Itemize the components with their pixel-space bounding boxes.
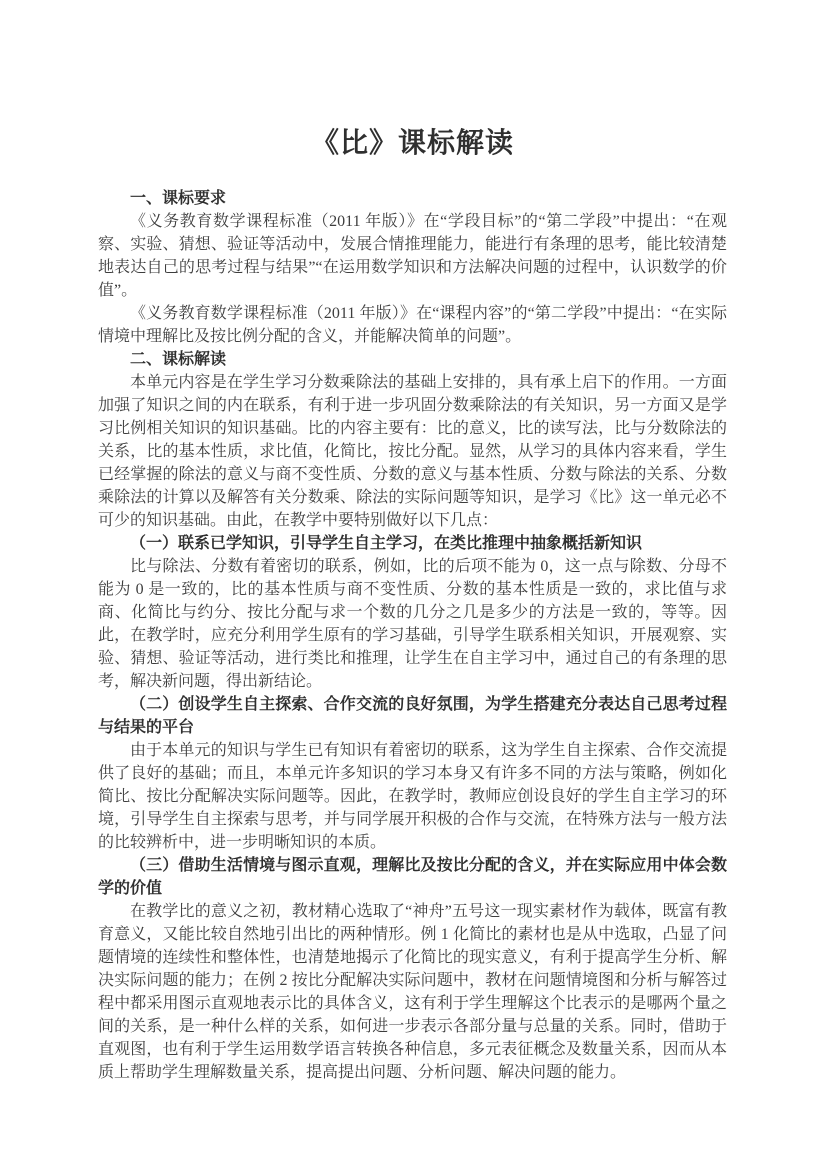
section-heading-requirements: 一、课标要求 (130, 190, 227, 207)
point-2-body: 由于本单元的知识与学生已有知识有着密切的联系，这为学生自主探索、合作交流提供了良好的基础；而且，本单元许多知识的学习本身又有许多不同的方法与策略，例如化简比、按比分配解决实际问题等。因此，在教学时，教师应创设良好的学生自主学习的环境，引导学生自主探索与思考，并与同学展开积极的合作与交流，在特殊方法与一般方法的比较辨析中，进一步明晰知识的本质。 (98, 742, 727, 851)
point-1-body: 比与除法、分数有着密切的联系，例如，比的后项不能为 0，这一点与除数、分母不能为 0 是一致的，比的基本性质与商不变性质、分数的基本性质是一致的，求比值与求商、化简比与约分、按比分配与求一个数的几分之几是多少的方法是一致的，等等。因此，在教学时，应充分利用学生原有的学习基础，引导学生联系相关知识，开展观察、实验、猜想、验证等活动，进行类比和推理，让学生在自主学习中，通过自己的有条理的思考，解决新问题，得出新结论。 (98, 558, 727, 690)
point-2-heading: （二）创设学生自主探索、合作交流的良好氛围，为学生搭建充分表达自己思考过程与结果的平台 (98, 696, 727, 736)
paragraph: 本单元内容是在学生学习分数乘除法的基础上安排的，具有承上启下的作用。一方面加强了知识之间的内在联系，有利于进一步巩固分数乘除法的有关知识，另一方面又是学习比例相关知识的知识基础。比的内容主要有：比的意义，比的读写法，比与分数除法的关系，比的基本性质，求比值，化简比，按比分配。显然，从学习的具体内容来看，学生已经掌握的除法的意义与商不变性质、分数的意义与基本性质、分数与除法的关系、分数乘除法的计算以及解答有关分数乘、除法的实际问题等知识，是学习《比》这一单元必不可少的知识基础。由此，在教学中要特别做好以下几点： (98, 374, 727, 529)
document-content (98, 0, 727, 1084)
point-3-body: 在教学比的意义之初，教材精心选取了“神舟”五号这一现实素材作为载体，既富有教育意义，又能比较自然地引出比的两种情形。例 1 化简比的素材也是从中选取，凸显了问题情境的连续性和整体性，也清楚地揭示了化简比的现实意义，有利于提高学生分析、解决实际问题的能力；在例 2 按比分配解决实际问题中，教材在问题情境图和分析与解答过程中都采用图示直观地表示比的具体含义，这有利于学生理解这个比表示的是哪两个量之间的关系，是一种什么样的关系，如何进一步表示各部分量与总量的关系。同时，借助于直观图，也有利于学生运用数学语言转换各种信息，多元表征概念及数量关系，因而从本质上帮助学生理解数量关系，提高提出问题、分析问题、解决问题的能力。 (98, 903, 727, 1081)
section-heading-interpretation: 二、课标解读 (130, 351, 227, 368)
paragraph: 《义务教育数学课程标准（2011 年版）》在“学段目标”的“第二学段”中提出：“在观察、实验、猜想、验证等活动中，发展合情推理能力，能进行有条理的思考，能比较清楚地表达自己的思考过程与结果”“在运用数学知识和方法解决问题的过程中，认识数学的价值”。 (98, 213, 727, 299)
page-title: 《比》课标解读 (310, 127, 514, 158)
point-3-heading: （三）借助生活情境与图示直观，理解比及按比分配的含义，并在实际应用中体会数学的价值 (98, 857, 727, 897)
point-1-heading: （一）联系已学知识，引导学生自主学习，在类比推理中抽象概括新知识 (130, 535, 643, 552)
paragraph: 《义务教育数学课程标准（2011 年版）》在“课程内容”的“第二学段”中提出：“在实际情境中理解比及按比例分配的含义，并能解决简单的问题”。 (98, 305, 727, 345)
